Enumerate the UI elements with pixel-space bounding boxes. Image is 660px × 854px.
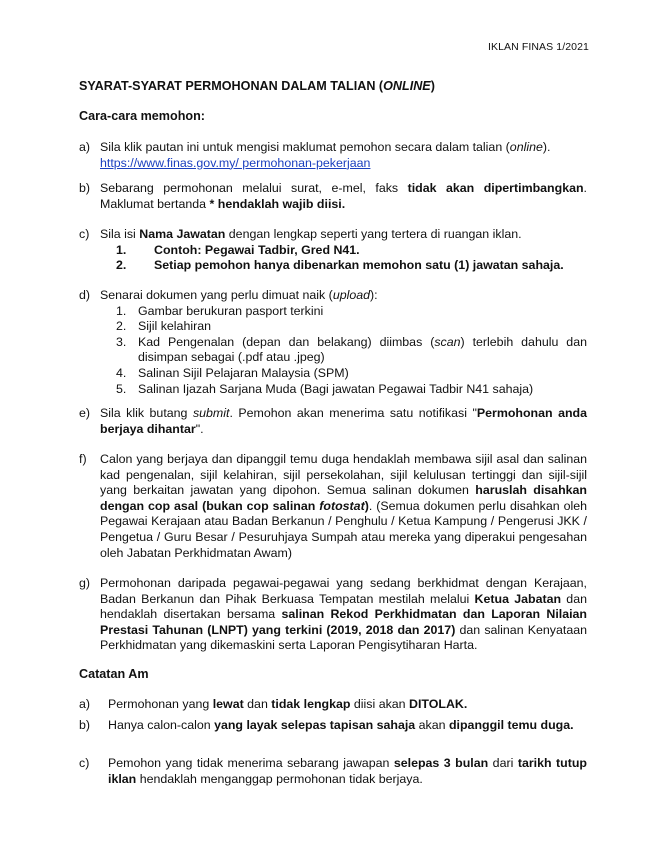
document-reference: IKLAN FINAS 1/2021 <box>487 41 589 53</box>
note-a-text: Permohonan yang lewat dan tidak lengkap diisi akan DITOLAK. <box>108 697 468 711</box>
item-c-text: Sila isi Nama Jawatan dengan lengkap seperti yang tertera di ruangan iklan. 1. Contoh: Pegawai Tadbir, Gred N41. 2. Setiap pemohon hanya dibenarkan memohon satu (1) jawatan sahaja. <box>100 227 587 274</box>
list-item-e: e) Sila klik butang submit. Pemohon akan menerima satu notifikasi "Permohonan anda berjaya dihantar". <box>79 406 587 436</box>
list-item-d: d) Senarai dokumen yang perlu dimuat naik (upload): 1. Gambar berukuran pasport terkini 2. Sijil kelahiran 3. Kad Pengenalan (depan dan belakang) diimbas (scan) terlebih dahulu dan disimpan sebagai (.pdf atau .jpeg) 4. Salinan Sijil Pelajaran Malaysia (SPM) 5. Salinan Ijazah Sarjana Muda (Bagi jawatan Pegawai Tadbir N41 sahaja) <box>79 288 587 396</box>
note-item-c: c) Pemohon yang tidak menerima sebarang jawapan selepas 3 bulan dari tarikh tutup iklan hendaklah menganggap permohonan tidak berjaya. <box>79 756 587 786</box>
item-g-text: Permohonan daripada pegawai-pegawai yang sedang berkhidmat dengan Kerajaan, Badan Berkanun dan Pihak Berkuasa Tempatan mestilah melalui Ketua Jabatan dan hendaklah disertakan bersama salinan Rekod Perkhidmatan dan Laporan Nilaian Prestasi Tahunan (LNPT) yang terkini (2019, 2018 dan 2017) dan salinan Kenyataan Perkhidmatan yang dikemaskini serta Laporan Pengisytiharan Harta. <box>100 576 587 653</box>
item-f-text: Calon yang berjaya dan dipanggil temu duga hendaklah membawa sijil asal dan salinan kad pengenalan, sijil kelahiran, sijil persekolahan, sijil kelulusan tertinggi dan sijil-sijil yang berkaitan jawatan yang dipohon. Semua salinan dokumen haruslah disahkan dengan cop asal (bukan cop salinan fotostat). (Semua dokumen perlu disahkan oleh Pegawai Kerajaan atau Badan Berkanun / Penghulu / Ketua Kampung / Pengerusi JKK / Pengetua / Guru Besar / Pesuruhjaya Sumpah atau mereka yang diperakui pengesahan oleh Jabatan Perkhidmatan Awam) <box>100 452 587 560</box>
section-heading-cara-memohon: Cara-cara memohon: <box>79 109 205 123</box>
note-b-text: Hanya calon-calon yang layak selepas tapisan sahaja akan dipanggil temu duga. <box>108 718 574 732</box>
item-a-text: Sila klik pautan ini untuk mengisi maklumat pemohon secara dalam talian (online). https://www.finas.gov.my/ permohonan-pekerjaan <box>100 140 551 170</box>
list-item-a: a) Sila klik pautan ini untuk mengisi maklumat pemohon secara dalam talian (online). https://www.finas.gov.my/ permohonan-pekerjaan <box>79 140 587 171</box>
document-list-item: 2. Sijil kelahiran <box>116 319 212 334</box>
list-item-f: f) Calon yang berjaya dan dipanggil temu duga hendaklah membawa sijil asal dan salinan kad pengenalan, sijil kelahiran, sijil persekolahan, sijil kelulusan tertinggi dan sijil-sijil yang berkaitan jawatan yang dipohon. Semua salinan dokumen haruslah disahkan dengan cop asal (bukan cop salinan fotostat). (Semua dokumen perlu disahkan oleh Pegawai Kerajaan atau Badan Berkanun / Penghulu / Ketua Kampung / Pengerusi JKK / Pengetua / Guru Besar / Pesuruhjaya Sumpah atau mereka yang diperakui pengesahan oleh Jabatan Perkhidmatan Awam) <box>79 452 587 560</box>
section-heading-catatan-am: Catatan Am <box>79 667 149 681</box>
item-b-text: Sebarang permohonan melalui surat, e-mel, faks tidak akan dipertimbangkan. Maklumat bertanda * hendaklah wajib diisi. <box>100 181 587 211</box>
note-item-b: b) Hanya calon-calon yang layak selepas tapisan sahaja akan dipanggil temu duga. <box>79 718 587 734</box>
application-link[interactable]: https://www.finas.gov.my/ permohonan-pekerjaan <box>100 155 371 170</box>
list-item-b: b) Sebarang permohonan melalui surat, e-mel, faks tidak akan dipertimbangkan. Maklumat bertanda * hendaklah wajib diisi. <box>79 181 587 211</box>
item-e-text: Sila klik butang submit. Pemohon akan menerima satu notifikasi "Permohonan anda berjaya dihantar". <box>100 406 587 436</box>
list-item-g: g) Permohonan daripada pegawai-pegawai yang sedang berkhidmat dengan Kerajaan, Badan Berkanun dan Pihak Berkuasa Tempatan mestilah melalui Ketua Jabatan dan hendaklah disertakan bersama salinan Rekod Perkhidmatan dan Laporan Nilaian Prestasi Tahunan (LNPT) yang terkini (2019, 2018 dan 2017) dan salinan Kenyataan Perkhidmatan yang dikemaskini serta Laporan Pengisytiharan Harta. <box>79 576 587 653</box>
note-item-a: a) Permohonan yang lewat dan tidak lengkap diisi akan DITOLAK. <box>79 697 587 713</box>
list-item-c: c) Sila isi Nama Jawatan dengan lengkap seperti yang tertera di ruangan iklan. 1. Contoh: Pegawai Tadbir, Gred N41. 2. Setiap pemohon hanya dibenarkan memohon satu (1) jawatan sahaja. <box>79 227 587 274</box>
document-list-item: 5. Salinan Ijazah Sarjana Muda (Bagi jawatan Pegawai Tadbir N41 sahaja) <box>116 381 534 396</box>
document-list-item: 1. Gambar berukuran pasport terkini <box>116 303 324 318</box>
document-list-item: 3. Kad Pengenalan (depan dan belakang) diimbas (scan) terlebih dahulu dan disimpan sebagai (.pdf atau .jpeg) <box>116 334 587 365</box>
sub-item: 1. Contoh: Pegawai Tadbir, Gred N41. <box>116 242 360 257</box>
document-list-item: 4. Salinan Sijil Pelajaran Malaysia (SPM) <box>116 365 349 380</box>
page-title: SYARAT-SYARAT PERMOHONAN DALAM TALIAN (ONLINE) <box>79 79 435 93</box>
item-d-text: Senarai dokumen yang perlu dimuat naik (upload): 1. Gambar berukuran pasport terkini 2. Sijil kelahiran 3. Kad Pengenalan (depan dan belakang) diimbas (scan) terlebih dahulu dan disimpan sebagai (.pdf atau .jpeg) 4. Salinan Sijil Pelajaran Malaysia (SPM) 5. Salinan Ijazah Sarjana Muda (Bagi jawatan Pegawai Tadbir N41 sahaja) <box>100 288 587 396</box>
sub-item: 2. Setiap pemohon hanya dibenarkan memohon satu (1) jawatan sahaja. <box>116 258 564 273</box>
note-c-text: Pemohon yang tidak menerima sebarang jawapan selepas 3 bulan dari tarikh tutup iklan hendaklah menganggap permohonan tidak berjaya. <box>108 756 587 786</box>
